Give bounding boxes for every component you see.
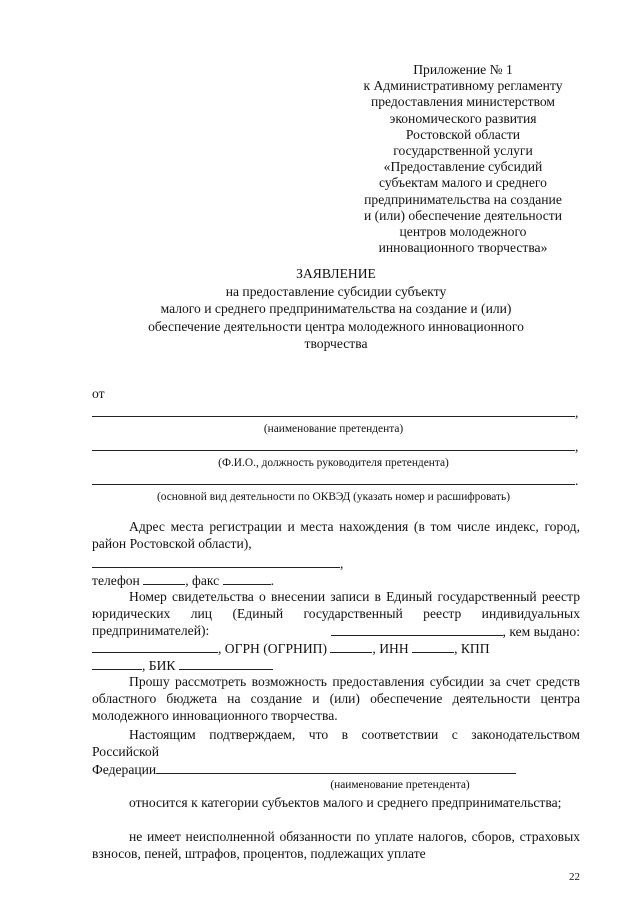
comma-mark: , bbox=[575, 439, 579, 454]
okved-field[interactable] bbox=[92, 484, 575, 485]
title-line: малого и среднего предпринимательства на создание и (или) bbox=[160, 301, 512, 317]
confirm-line-1: Настоящим подтверждаем, что в соответствии с законодательством bbox=[129, 727, 580, 742]
appendix-line: инновационного творчества» bbox=[378, 240, 548, 256]
registry-text: Номер свидетельства о внесении записи в Единый государственный реестр юридических лиц (Единый государственный реестр индивидуальных предпринимателей): bbox=[92, 589, 580, 638]
bik-label: , БИК bbox=[142, 658, 176, 673]
title-heading: ЗАЯВЛЕНИЕ bbox=[296, 266, 376, 281]
page-number: 22 bbox=[569, 871, 580, 883]
phone-field[interactable] bbox=[143, 572, 185, 585]
appendix-line: предоставления министерством bbox=[370, 94, 556, 110]
appendix-line: к Административному регламенту bbox=[363, 78, 563, 94]
confirm-caption: (наименование претендента) bbox=[330, 779, 470, 791]
appendix-line: Ростовской области bbox=[405, 126, 521, 142]
issued-by-label: , кем выдано: bbox=[502, 624, 580, 639]
fax-label: , факс bbox=[185, 573, 220, 588]
document-title bbox=[92, 265, 580, 353]
okved-caption: (основной вид деятельности по ОКВЭД (указать номер и расшифровать) bbox=[156, 491, 511, 503]
appendix-line: экономического развития bbox=[389, 110, 537, 126]
appendix-line: «Предоставление субсидий bbox=[383, 159, 543, 175]
inn-label: , ИНН bbox=[372, 641, 409, 656]
inn-field[interactable] bbox=[412, 640, 454, 653]
head-name-field[interactable] bbox=[92, 450, 575, 451]
phone-label: телефон bbox=[92, 573, 140, 588]
address-paragraph: Адрес места регистрации и места нахождения (в том числе индекс, город, район Ростовской области), bbox=[92, 519, 580, 551]
applicant-name-field[interactable] bbox=[92, 416, 575, 417]
registry-fill-row-3 bbox=[92, 657, 580, 675]
comma-mark: , bbox=[575, 405, 579, 420]
appendix-header bbox=[345, 62, 581, 256]
item-no-debt: не имеет неисполненной обязанности по уплате налогов, сборов, страховых взносов, пеней, штрафов, процентов, подлежащих уплате bbox=[92, 829, 580, 861]
fax-field[interactable] bbox=[223, 572, 271, 585]
appendix-line: Приложение № 1 bbox=[413, 62, 513, 77]
head-name-caption: (Ф.И.О., должность руководителя претендента) bbox=[218, 457, 449, 469]
confirm-line-3-row bbox=[92, 761, 580, 779]
request-paragraph: Прошу рассмотреть возможность предоставления субсидии за счет средств областного бюджета на создание и (или) обеспечение деятельности центра молодежного инновационного творчества. bbox=[92, 674, 580, 723]
from-label: от bbox=[92, 386, 105, 401]
bik-field[interactable] bbox=[179, 657, 273, 670]
address-field[interactable] bbox=[92, 555, 340, 568]
appendix-line: государственной услуги bbox=[393, 143, 533, 159]
appendix-line: и (или) обеспечение деятельности bbox=[363, 207, 563, 223]
registry-number-field[interactable] bbox=[331, 623, 503, 636]
ogrn-label: , ОГРН (ОГРНИП) bbox=[218, 641, 327, 656]
issued-by-field[interactable] bbox=[92, 640, 218, 653]
appendix-line: субъектам малого и среднего bbox=[379, 175, 547, 191]
applicant-name-caption: (наименование претендента) bbox=[263, 423, 404, 435]
kpp-label: , КПП bbox=[454, 641, 490, 656]
confirm-line-2: Российской bbox=[92, 743, 159, 759]
appendix-line: центров молодежного bbox=[399, 224, 527, 240]
comma-mark: , bbox=[340, 556, 344, 571]
kpp-field[interactable] bbox=[92, 657, 142, 670]
title-line: на предоставление субсидии субъекту bbox=[225, 283, 447, 299]
ogrn-field[interactable] bbox=[330, 640, 372, 653]
appendix-line: предпринимательства на создание bbox=[364, 191, 562, 207]
registry-fill-row-1 bbox=[92, 623, 580, 641]
title-line: обеспечение деятельности центра молодежного инновационного bbox=[148, 318, 524, 334]
period-mark: . bbox=[575, 473, 579, 488]
address-fill-row bbox=[92, 555, 580, 573]
confirm-line-3: Федерации bbox=[92, 761, 157, 777]
registry-fill-row-2 bbox=[92, 640, 580, 658]
title-line: творчества bbox=[304, 336, 368, 352]
period-mark: . bbox=[270, 573, 275, 588]
contacts-row bbox=[92, 572, 580, 590]
confirm-paragraph bbox=[92, 727, 580, 778]
item-category: относится к категории субъектов малого и среднего предпринимательства; bbox=[129, 795, 562, 810]
confirm-applicant-field[interactable] bbox=[156, 761, 516, 774]
